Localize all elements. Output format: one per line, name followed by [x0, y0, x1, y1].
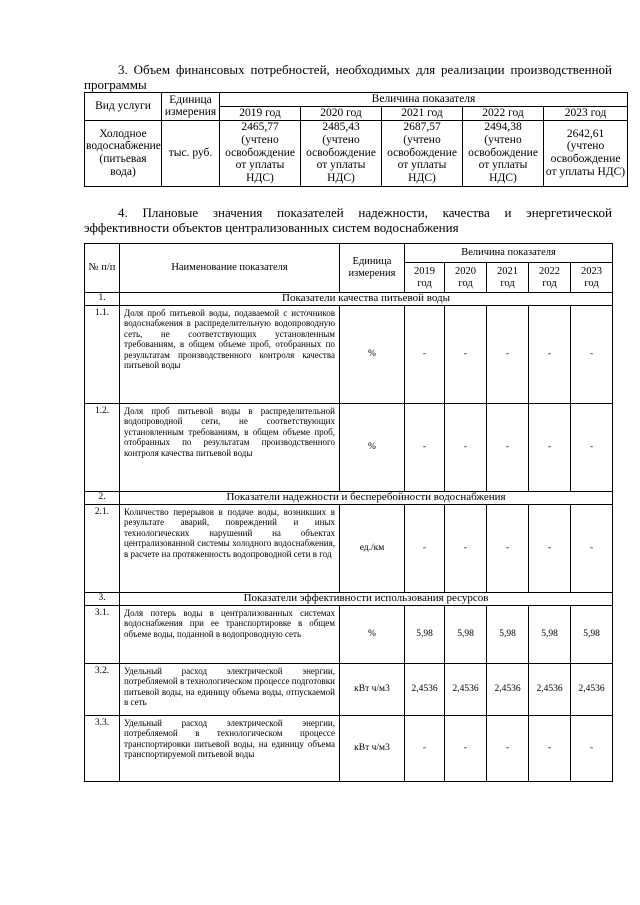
- row-value: 2,4536: [529, 664, 571, 716]
- row-unit: %: [340, 306, 405, 404]
- header-service: Вид услуги: [85, 93, 162, 121]
- section-num: 3.: [85, 593, 120, 606]
- row-value: -: [445, 716, 487, 782]
- value-cell: [382, 120, 463, 186]
- row-name: Удельный расход электрической энергии, потребляемой в технологическом процессе подготовки питьевой воды, на единицу объема воды, отпускаемой в сеть: [120, 664, 340, 716]
- row-unit: %: [340, 606, 405, 664]
- value: 2642,61: [566, 127, 605, 140]
- section-title: Показатели качества питьевой воды: [120, 293, 613, 306]
- row-value: 5,98: [405, 606, 445, 664]
- row-unit: ед./км: [340, 505, 405, 593]
- header-year: 2021 год: [487, 263, 529, 293]
- table-row: [85, 404, 613, 492]
- header-value: Величина показателя: [405, 244, 613, 263]
- financial-table: [84, 92, 628, 187]
- row-value: 2,4536: [487, 664, 529, 716]
- header-year: 2019 год: [220, 106, 301, 120]
- value: 2485,43: [322, 121, 360, 134]
- row-value: 5,98: [445, 606, 487, 664]
- table-row: [85, 664, 613, 716]
- row-unit: кВт ч/м3: [340, 664, 405, 716]
- row-value: 2,4536: [445, 664, 487, 716]
- row-value: -: [487, 716, 529, 782]
- row-value: -: [445, 404, 487, 492]
- row-value: -: [487, 306, 529, 404]
- table-row: [85, 505, 613, 593]
- section-row: [85, 593, 613, 606]
- row-unit: кВт ч/м3: [340, 716, 405, 782]
- section-title: Показатели надежности и бесперебойности водоснабжения: [120, 492, 613, 505]
- row-value: -: [571, 716, 613, 782]
- indicators-table: [84, 243, 613, 782]
- row-value: -: [445, 306, 487, 404]
- row-value: -: [405, 716, 445, 782]
- section-row: [85, 293, 613, 306]
- row-name: Доля проб питьевой воды в распределительной водопроводной сети, не соответствующих установленным требованиям, в общем объеме проб, отобранных по результатам производственного контроля качества питьевой воды: [120, 404, 340, 492]
- header-unit: Единица измерения: [340, 244, 405, 293]
- header-name: Наименование показателя: [120, 244, 340, 293]
- row-num: 1.2.: [85, 404, 120, 492]
- header-year: 2021 год: [382, 106, 463, 120]
- value: 2494,38: [484, 121, 522, 134]
- value-note: (учтено освобождение от уплаты НДС): [387, 133, 457, 185]
- value-cell: [544, 120, 628, 186]
- header-unit: Единица измерения: [162, 93, 220, 121]
- section4-heading: [84, 205, 612, 235]
- row-value: -: [571, 505, 613, 593]
- row-value: -: [445, 505, 487, 593]
- row-value: -: [529, 716, 571, 782]
- header-year: 2020 год: [301, 106, 382, 120]
- row-value: 5,98: [571, 606, 613, 664]
- header-year: 2019 год: [405, 263, 445, 293]
- row-num: 1.1.: [85, 306, 120, 404]
- row-unit: %: [340, 404, 405, 492]
- row-num: 3.3.: [85, 716, 120, 782]
- row-value: -: [529, 505, 571, 593]
- row-value: -: [405, 505, 445, 593]
- row-num: 2.1.: [85, 505, 120, 593]
- row-value: -: [487, 505, 529, 593]
- value-cell: [463, 120, 544, 186]
- header-year: 2022 год: [529, 263, 571, 293]
- row-name: Количество перерывов в подаче воды, возникших в результате аварий, повреждений и иных технологических нарушений на объектах централизованной системы холодного водоснабжения, в расчете на протяженность водопроводной сети в год: [120, 505, 340, 593]
- value-note: (учтено освобождение от уплаты НДС): [306, 133, 376, 185]
- table-row: [85, 306, 613, 404]
- row-num: 3.1.: [85, 606, 120, 664]
- value-cell: [301, 120, 382, 186]
- row-num: 3.2.: [85, 664, 120, 716]
- header-year: 2020 год: [445, 263, 487, 293]
- row-value: -: [487, 404, 529, 492]
- value-note: (учтено освобождение от уплаты НДС): [225, 133, 295, 185]
- value: 2465,77: [241, 121, 279, 134]
- header-value: Величина показателя: [220, 93, 628, 107]
- section-num: 1.: [85, 293, 120, 306]
- row-value: 5,98: [487, 606, 529, 664]
- row-value: -: [571, 404, 613, 492]
- header-num: № п/п: [85, 244, 120, 293]
- section-title: Показатели эффективности использования ресурсов: [120, 593, 613, 606]
- table-row: [85, 606, 613, 664]
- row-value: -: [405, 306, 445, 404]
- row-name: Доля проб питьевой воды, подаваемой с источников водоснабжения в распределительную водопроводную сеть, не соответствующих установленным требованиям, в общем объеме проб, отобранных по результатам производственного контроля качества питьевой воды: [120, 306, 340, 404]
- row-value: -: [529, 306, 571, 404]
- header-year: 2022 год: [463, 106, 544, 120]
- row-name: Удельный расход электрической энергии, потребляемой в технологическом процессе транспортировки питьевой воды, на единицу объема транспортируемой питьевой воды: [120, 716, 340, 782]
- value-cell: [220, 120, 301, 186]
- row-value: 5,98: [529, 606, 571, 664]
- row-value: -: [405, 404, 445, 492]
- value-note: (учтено освобождение от уплаты НДС): [468, 133, 538, 185]
- section3-heading: [84, 62, 612, 92]
- value-note: (учтено освобождение от уплаты НДС): [545, 140, 626, 178]
- row-name: Доля потерь воды в централизованных системах водоснабжения при ее транспортировке в общем объеме воды, поданной в водопроводную сеть: [120, 606, 340, 664]
- section-num: 2.: [85, 492, 120, 505]
- service-cell: Холодное водоснабжение (питьевая вода): [85, 120, 162, 186]
- row-value: -: [529, 404, 571, 492]
- row-value: 2,4536: [405, 664, 445, 716]
- section-row: [85, 492, 613, 505]
- value: 2687,57: [403, 121, 441, 134]
- header-year: 2023 год: [544, 106, 628, 120]
- row-value: -: [571, 306, 613, 404]
- header-year: 2023 год: [571, 263, 613, 293]
- row-value: 2,4536: [571, 664, 613, 716]
- table-row: [85, 716, 613, 782]
- section4-heading-text: 4. Плановые значения показателей надежности, качества и энергетической эффективности объектов централизованных систем водоснабжения: [84, 205, 612, 235]
- unit-cell: тыс. руб.: [162, 120, 220, 186]
- section3-heading-text: 3. Объем финансовых потребностей, необходимых для реализации производственной программы: [84, 62, 612, 92]
